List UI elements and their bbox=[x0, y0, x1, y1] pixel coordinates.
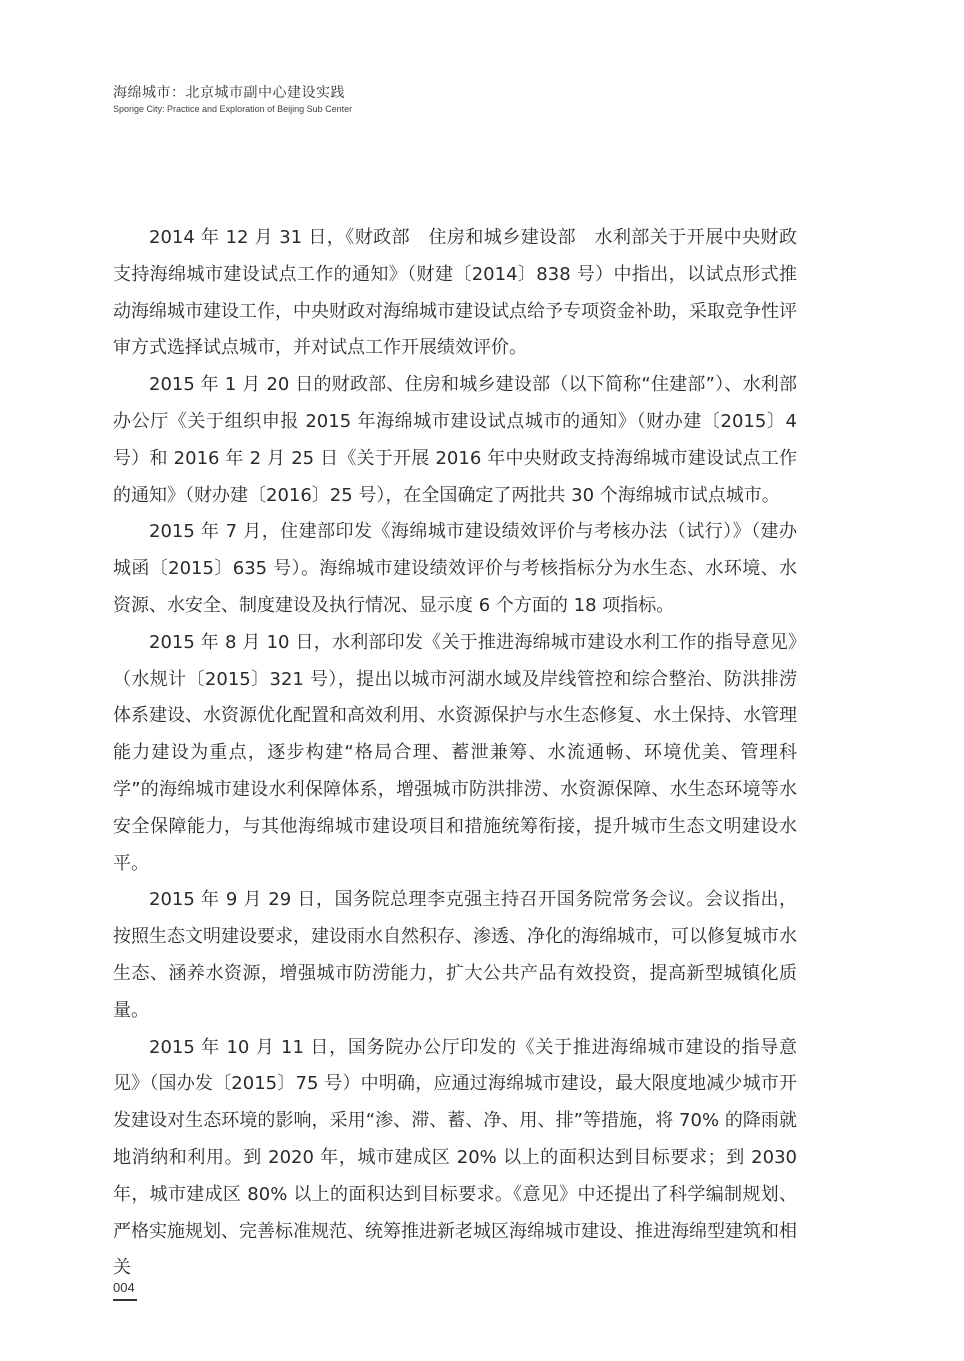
book-title-chinese: 海绵城市：北京城市副中心建设实践 bbox=[113, 85, 345, 101]
book-title-english: Sponge City: Practice and Exploration of Beijing Sub Center bbox=[113, 104, 353, 114]
paragraph-2015-water-ministry: 2015 年 8 月 10 日，水利部印发《关于推进海绵城市建设水利工作的指导意见》（水规计〔2015〕321 号），提出以城市河湖水域及岸线管控和综合整治、防洪排涝体系建设、水资源优化配置和高效利用、水资源保护与水生态修复、水土保持、水管理能力建设为重点，逐步构建“格局合理、蓄泄兼筹、水流通畅、环境优美、管理科学”的海绵城市建设水利保障体系，增强城市防洪排涝、水资源保障、水生态环境等水安全保障能力，与其他海绵城市建设项目和措施统筹衔接，提升城市生态文明建设水平。 bbox=[113, 631, 797, 874]
page-number-underline bbox=[113, 1299, 137, 1301]
paragraph-2014-notice: 2014 年 12 月 31 日，《财政部 住房和城乡建设部 水利部关于开展中央财政支持海绵城市建设试点工作的通知》（财建〔2014〕838 号）中指出，以试点形式推动海绵城市建设工作，中央财政对海绵城市建设试点给予专项资金补助，采取竞争性评审方式选择试点城市，并对试点工作开展绩效评价。 bbox=[113, 227, 797, 359]
paragraph-2015-pilot-cities: 2015 年 1 月 20 日的财政部、住房和城乡建设部（以下简称“住建部”）、水利部办公厅《关于组织申报 2015 年海绵城市建设试点城市的通知》（财办建〔2015〕4 号）和 2016 年 2 月 25 日《关于开展 2016 年中央财政支持海绵城市建设试点工作的通知》（财办建〔2016〕25 号），在全国确定了两批共 30 个海绵城市试点城市。 bbox=[113, 374, 797, 506]
paragraph-2015-assessment: 2015 年 7 月，住建部印发《海绵城市建设绩效评价与考核办法（试行）》（建办城函〔2015〕635 号）。海绵城市建设绩效评价与考核指标分为水生态、水环境、水资源、水安全、制度建设及执行情况、显示度 6 个方面的 18 项指标。 bbox=[113, 521, 797, 616]
running-header bbox=[113, 84, 352, 115]
paragraph-2015-guiding-opinions: 2015 年 10 月 11 日，国务院办公厅印发的《关于推进海绵城市建设的指导意见》（国办发〔2015〕75 号）中明确，应通过海绵城市建设，最大限度地减少城市开发建设对生态环境的影响，采用“渗、滞、蓄、净、用、排”等措施，将 70% 的降雨就地消纳和利用。到 2020 年，城市建成区 20% 以上的面积达到目标要求；到 2030 年，城市建成区 80% 以上的面积达到目标要求。《意见》中还提出了科学编制规划、严格实施规划、完善标准规范、统筹推进新老城区海绵城市建设、推进海绵型建筑和相关 bbox=[113, 1036, 797, 1279]
paragraph-2015-state-council-meeting: 2015 年 9 月 29 日，国务院总理李克强主持召开国务院常务会议。会议指出，按照生态文明建设要求，建设雨水自然积存、渗透、净化的海绵城市，可以修复城市水生态、涵养水资源，增强城市防涝能力，扩大公共产品有效投资，提高新型城镇化质量。 bbox=[113, 889, 797, 1021]
body-text bbox=[113, 220, 797, 1287]
page-number: 004 bbox=[113, 1280, 135, 1295]
